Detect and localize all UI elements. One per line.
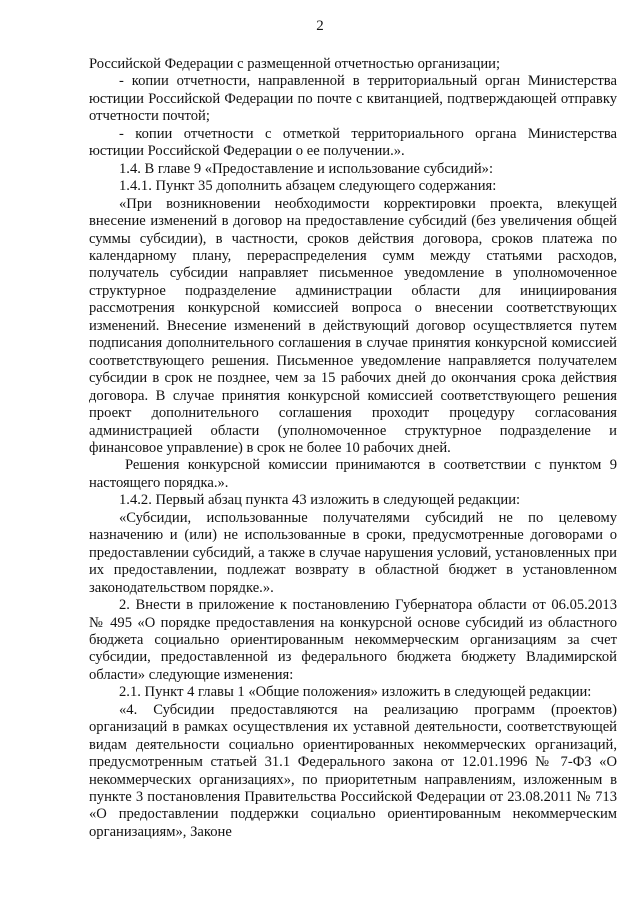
paragraph-clause-2-1: 2.1. Пункт 4 главы 1 «Общие положения» изложить в следующей редакции: <box>119 684 592 701</box>
paragraph-commission-decisions: Решения конкурсной комиссии принимаются в соответствии с пунктом 9 настоящего порядка.». <box>89 457 617 491</box>
paragraph-quoted-clause-4: «4. Субсидии предоставляются на реализацию программ (проектов) организаций в рамках осуществления их уставной деятельности, соответствующей видам деятельности социально ориентированных некоммерческих организаций, предусмотренным статьей 31.1 Федерального закона от 12.01.1996 № 7-ФЗ «О некоммерческих организациях», по приоритетным направлениям, изложенным в пункте 3 постановления Правительства Российской Федерации от 23.08.2011 № 713 «О предоставлении поддержки социально ориентированным некоммерческим организациям», Законе <box>89 701 617 840</box>
page-number: 2 <box>316 18 324 34</box>
paragraph-clause-1-4-2: 1.4.2. Первый абзац пункта 43 изложить в следующей редакции: <box>119 492 521 509</box>
paragraph-continuation: Российской Федерации с размещенной отчетностью организации; <box>89 56 501 72</box>
document-body <box>89 56 617 841</box>
paragraph-clause-1-4: 1.4. В главе 9 «Предоставление и использование субсидий»: <box>119 160 494 177</box>
paragraph-clause-2: 2. Внести в приложение к постановлению Губернатора области от 06.05.2013 № 495 «О порядке предоставления на конкурсной основе субсидий из областного бюджета социально ориентированным некоммерческим организациям за счет субсидии, предоставленной из федерального бюджета бюджету Владимирской области» следующие изменения: <box>89 597 617 683</box>
paragraph-list-item-postal: - копии отчетности, направленной в территориальный орган Министерства юстиции Российской Федерации по почте с квитанцией, подтверждающей отправку отчетности почтой; <box>89 73 617 125</box>
paragraph-list-item-mark: - копии отчетности с отметкой территориального органа Министерства юстиции Российской Федерации о ее получении.». <box>89 125 617 160</box>
paragraph-clause-1-4-1: 1.4.1. Пункт 35 дополнить абзацем следующего содержания: <box>119 178 497 195</box>
paragraph-quoted-amendment: «При возникновении необходимости корректировки проекта, влекущей внесение изменений в договор на предоставление субсидий (без увеличения общей суммы субсидии), в частности, сроков действия договора, сроков платежа по календарному плану, перераспределения сумм между статьями расходов, получатель субсидии направляет письменное уведомление в уполномоченное структурное подразделение администрации области для инициирования рассмотрения конкурсной комиссией вопроса о внесении соответствующих изменений. Внесение изменений в действующий договор осуществляется путем подписания дополнительного соглашения в случае принятия конкурсной комиссией соответствующего решения. Письменное уведомление направляется получателем субсидии в срок не позднее, чем за 15 рабочих дней до окончания срока действия договора. В случае принятия конкурсной комиссией соответствующего решения проект дополнительного соглашения проходит процедуру согласования администрацией области (уполномоченное структурное подразделение и финансовое управление) в срок не более 10 рабочих дней. <box>89 195 617 456</box>
paragraph-quoted-refund: «Субсидии, использованные получателями субсидий не по целевому назначению и (или) не использованные в сроки, предусмотренные договорами о предоставлении субсидий, а также в случае нарушения условий, установленных при их предоставлении, подлежат возврату в областной бюджет в установленном законодательством порядке.». <box>89 509 617 596</box>
